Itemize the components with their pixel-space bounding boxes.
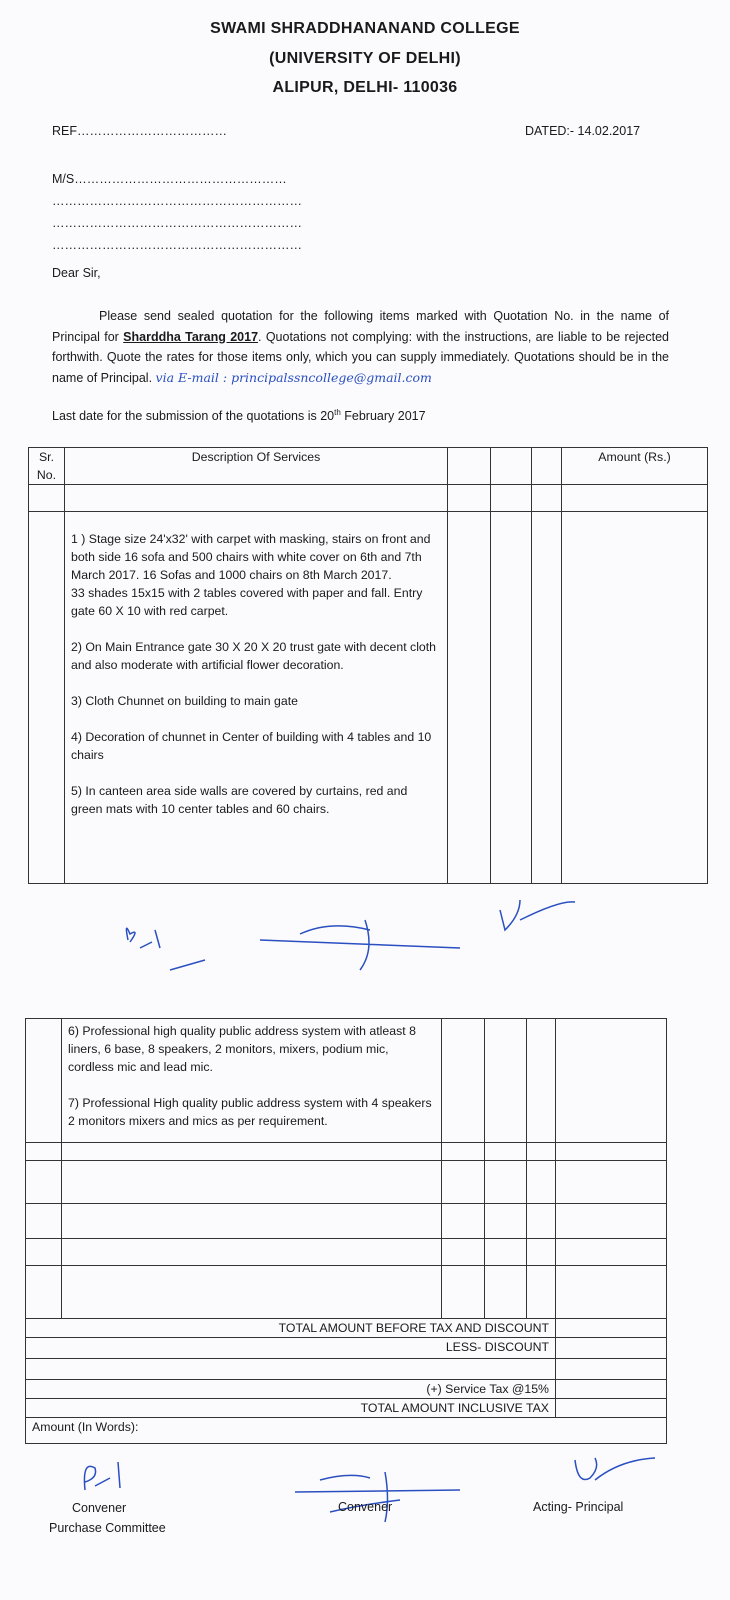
item-1: 1 ) Stage size 24'x32' with carpet with masking, stairs on front and both side 16 sofa and 500 chairs with white cover on 6th and 7th March 2017. 16 Sofas and 1000 chairs on 8th March 2017. 33 shades 15x15 with 2 tables covered with paper and fall. Entry gate 60 X 10 with red carpet.	[71, 532, 431, 618]
college-name: SWAMI SHRADDHANANAND COLLEGE	[210, 20, 520, 37]
last-date-text: Last date for the submission of the quotations is 20	[52, 409, 335, 424]
discount-label: LESS- DISCOUNT	[26, 1338, 556, 1359]
university-name: (UNIVERSITY OF DELHI)	[269, 50, 461, 67]
handwritten-email: via E-mail : principalssncollege@gmail.com	[155, 369, 432, 385]
ms-line: ……………………………………………………	[52, 194, 302, 208]
items-cell	[62, 1019, 442, 1143]
item-5: 5) In canteen area side walls are covered by curtains, red and green mats with 10 center tables and 60 chairs.	[71, 784, 408, 816]
last-date	[52, 408, 426, 423]
signatures-page2	[60, 1450, 660, 1530]
body-paragraph	[52, 306, 669, 388]
item-2: 2) On Main Entrance gate 30 X 20 X 20 trust gate with decent cloth and also moderate with artificial flower decoration.	[71, 640, 437, 672]
ms-address	[52, 168, 302, 256]
acting-principal-label: Acting- Principal	[533, 1500, 624, 1514]
item-6: 6) Professional high quality public address system with atleast 8 liners, 6 base, 8 speakers, 2 monitors, mixers, podium mic, cordless mic and lead mic.	[68, 1024, 416, 1074]
col-description: Description Of Services	[65, 448, 448, 485]
superscript: th	[334, 408, 341, 417]
ms-line: ……………………………………………………	[52, 216, 302, 230]
college-address: ALIPUR, DELHI- 110036	[272, 79, 458, 96]
quotation-table-page1	[28, 447, 708, 884]
signatures-page1	[100, 890, 600, 980]
body-text: . Quotations not complying: with the instructions, are liable to be rejected forthwith. Quote the rates for those items only, which you can supply immediately. Quotations should be in the name of Principal.	[52, 329, 669, 385]
event-name: Sharddha Tarang 2017	[123, 329, 259, 344]
salutation: Dear Sir,	[52, 266, 101, 280]
dated: DATED:- 14.02.2017	[525, 124, 641, 138]
item-3: 3) Cloth Chunnet on building to main gate	[71, 694, 298, 708]
quotation-table-page2	[25, 1018, 667, 1444]
ms-line: ……………………………………………………	[52, 238, 302, 252]
last-date-text: February 2017	[340, 409, 426, 424]
items-cell	[65, 512, 448, 884]
convener-label: Convener	[72, 1501, 127, 1515]
item-7: 7) Professional High quality public address system with 4 speakers 2 monitors mixers and mics as per requirement.	[68, 1096, 432, 1128]
amount-in-words: Amount (In Words):	[26, 1418, 667, 1444]
col-sr: Sr. No.	[29, 448, 65, 485]
total-before-tax-label: TOTAL AMOUNT BEFORE TAX AND DISCOUNT	[26, 1319, 556, 1338]
ms-line: M/S……………………………………………	[52, 172, 287, 186]
item-4: 4) Decoration of chunnet in Center of building with 4 tables and 10 chairs	[71, 730, 432, 762]
convener-label-2: Convener	[338, 1500, 393, 1514]
total-inclusive-label: TOTAL AMOUNT INCLUSIVE TAX	[26, 1399, 556, 1418]
ref-field: REF………………………………	[52, 124, 227, 138]
purchase-committee-label: Purchase Committee	[49, 1521, 166, 1535]
service-tax-label: (+) Service Tax @15%	[26, 1380, 556, 1399]
col-amount: Amount (Rs.)	[562, 448, 708, 485]
body-text: Please send sealed quotation for the following items marked with Quotation No. in the name of Principal for	[52, 309, 669, 344]
